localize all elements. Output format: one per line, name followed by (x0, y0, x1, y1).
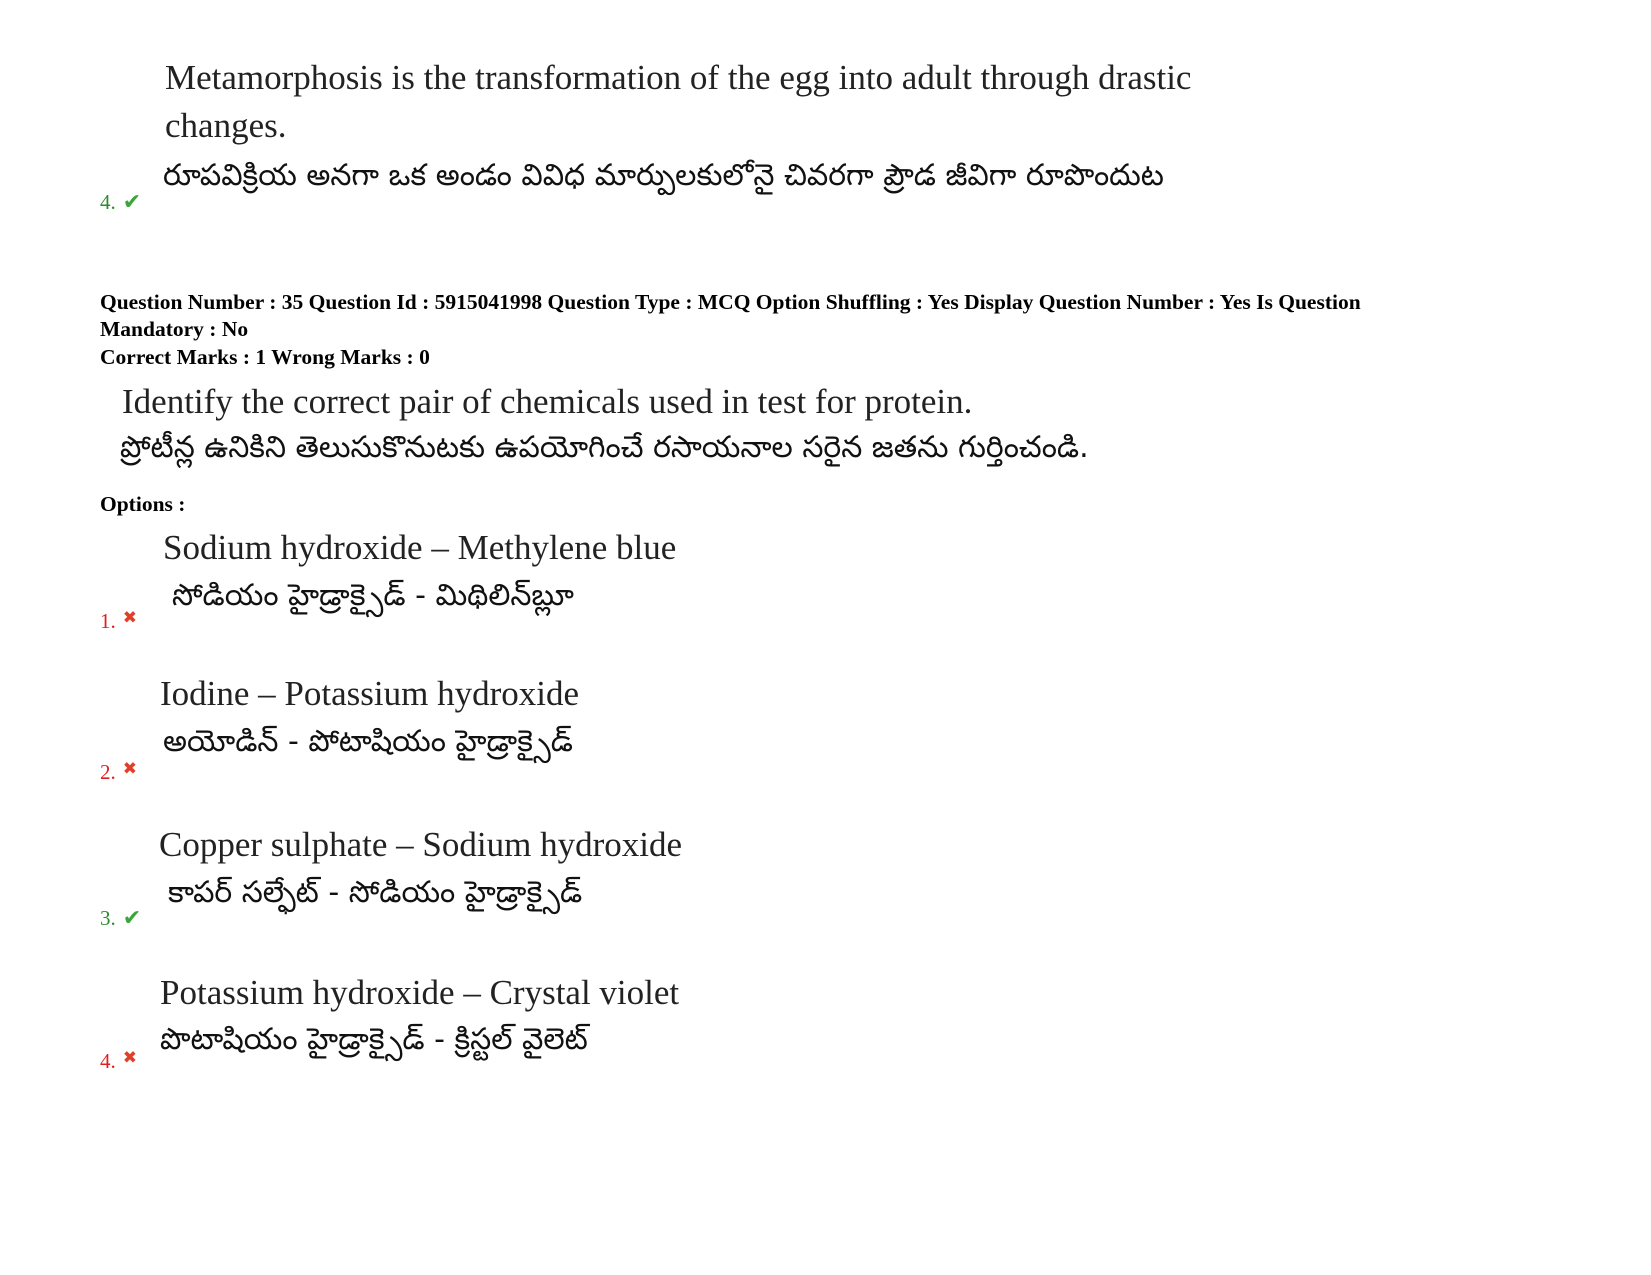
prev-option-text-te: రూపవిక్రియ అనగా ఒక అండం వివిధ మార్పులకులోనై చివరగా ప్రౌడ జీవిగా రూపొందుట (163, 158, 1164, 193)
options-label: Options : (100, 492, 186, 516)
cross-icon: ✖ (122, 1048, 137, 1068)
prev-option-text-en-line1: Metamorphosis is the transformation of the egg into adult through drastic (165, 58, 1192, 97)
option-4-text-te: పొటాషియం హైడ్రాక్సైడ్ - క్రిస్టల్ వైలెట్ (160, 1022, 588, 1057)
option-1-text-en: Sodium hydroxide – Methylene blue (163, 528, 677, 567)
option-number: 4. (100, 1049, 116, 1073)
option-number: 3. (100, 906, 116, 930)
checkmark-icon: ✔ (122, 190, 142, 215)
option-3-number (100, 906, 141, 931)
option-1-text-te: సోడియం హైడ్రాక్సైడ్ - మిథిలిన్‌బ్లూ (172, 578, 574, 613)
option-2-text-te: అయోడిన్ - పోటాషియం హైడ్రాక్సైడ్ (163, 724, 573, 759)
question-meta (100, 289, 1600, 343)
question-text-te: ప్రోటీన్ల ఉనికిని తెలుసుకొనుటకు ఉపయోగించే రసాయనాల సరైన జతను గుర్తించండి. (120, 430, 1089, 465)
question-meta-line1: Question Number : 35 Question Id : 5915041998 Question Type : MCQ Option Shuffling : Yes Display Question Number : Yes Is Question (100, 290, 1361, 314)
cross-icon: ✖ (122, 608, 137, 628)
question-text-en: Identify the correct pair of chemicals used in test for protein. (122, 382, 973, 421)
option-number: 1. (100, 609, 116, 633)
option-1-number (100, 609, 137, 634)
cross-icon: ✖ (122, 759, 137, 779)
question-marks: Correct Marks : 1 Wrong Marks : 0 (100, 345, 430, 369)
checkmark-icon: ✔ (122, 906, 142, 931)
option-4-text-en: Potassium hydroxide – Crystal violet (160, 973, 680, 1012)
option-4-number (100, 1049, 137, 1074)
prev-option-text-en-line2: changes. (165, 106, 287, 145)
question-meta-line2: Mandatory : No (100, 317, 249, 341)
option-3-text-en: Copper sulphate – Sodium hydroxide (159, 825, 683, 864)
option-number: 4. (100, 190, 116, 214)
prev-option-number-4 (100, 190, 141, 215)
option-2-text-en: Iodine – Potassium hydroxide (160, 674, 579, 713)
option-number: 2. (100, 760, 116, 784)
option-3-text-te: కాపర్ సల్ఫేట్ - సోడియం హైడ్రాక్సైడ్ (168, 875, 583, 910)
option-2-number (100, 760, 137, 785)
